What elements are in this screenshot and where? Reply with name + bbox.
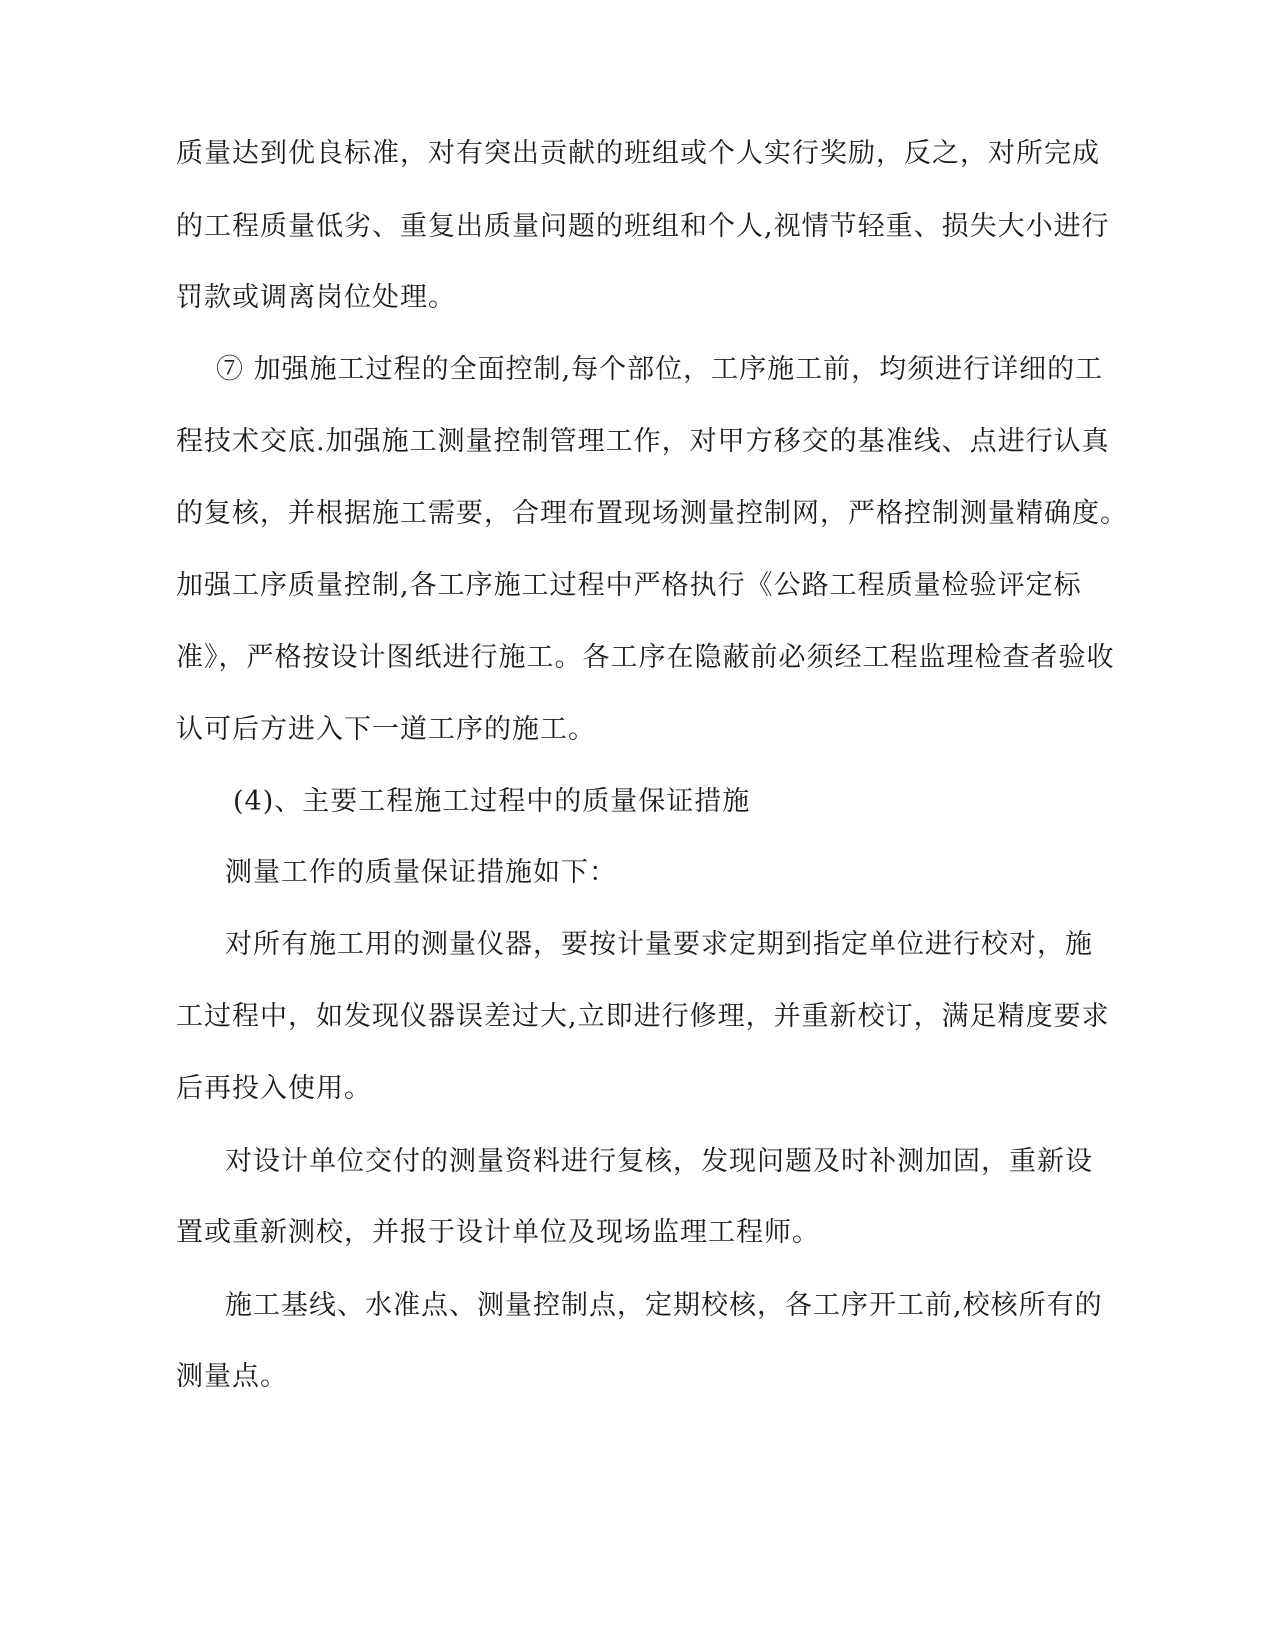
text-line-13: 工过程中，如发现仪器误差过大,立即进行修理，并重新校订，满足精度要求 xyxy=(176,1001,1110,1032)
text-line-6: 的复核，并根据施工需要，合理布置现场测量控制网，严格控制测量精确度。 xyxy=(176,498,1128,529)
text-line-5: 程技术交底.加强施工测量控制管理工作，对甲方移交的基准线、点进行认真 xyxy=(176,426,1110,457)
text-line-17: 施工基线、水准点、测量控制点，定期校核，各工序开工前,校核所有的 xyxy=(225,1290,1103,1321)
text-line-3: 罚款或调离岗位处理。 xyxy=(176,282,456,313)
text-line-12: 对所有施工用的测量仪器，要按计量要求定期到指定单位进行校对，施 xyxy=(225,929,1093,960)
text-line-1: 质量达到优良标准，对有突出贡献的班组或个人实行奖励，反之，对所完成 xyxy=(176,138,1100,169)
text-line-15: 对设计单位交付的测量资料进行复核，发现问题及时补测加固，重新设 xyxy=(225,1146,1093,1177)
text-line-4: ⑦ 加强施工过程的全面控制,每个部位，工序施工前，均须进行详细的工 xyxy=(216,354,1104,385)
text-line-16: 置或重新测校，并报于设计单位及现场监理工程师。 xyxy=(176,1217,820,1248)
text-line-2: 的工程质量低劣、重复出质量问题的班组和个人,视情节轻重、损失大小进行 xyxy=(176,211,1110,242)
text-line-18: 测量点。 xyxy=(176,1361,288,1392)
text-line-9: 认可后方进入下一道工序的施工。 xyxy=(176,714,596,745)
section-heading: (4)、主要工程施工过程中的质量保证措施 xyxy=(233,786,751,817)
text-line-7: 加强工序质量控制,各工序施工过程中严格执行《公路工程质量检验评定标 xyxy=(176,570,1082,601)
text-line-11: 测量工作的质量保证措施如下： xyxy=(225,857,617,888)
text-line-8: 准》，严格按设计图纸进行施工。各工序在隐蔽前必须经工程监理检查者验收 xyxy=(176,642,1115,673)
text-line-14: 后再投入使用。 xyxy=(176,1073,372,1104)
